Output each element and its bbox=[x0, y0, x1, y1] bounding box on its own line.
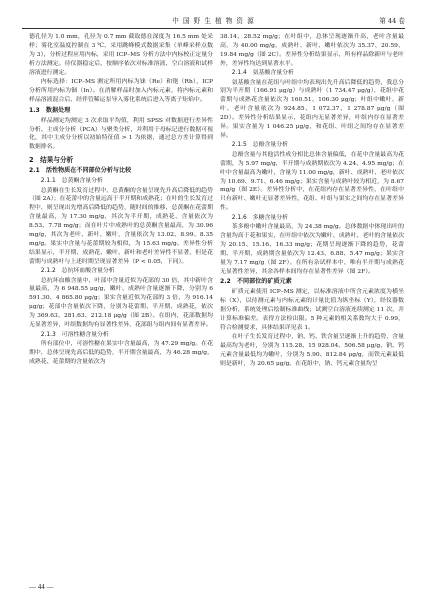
subsection-heading: 2.1.6 多糖含量分析 bbox=[231, 214, 289, 221]
section-heading: 2.1 活性物质在不同部位分析与比较 bbox=[29, 167, 132, 175]
subsection-heading: 2.1.3 可溶性糖含量分析 bbox=[40, 331, 109, 338]
section-heading: 1.3 数据处理 bbox=[29, 106, 71, 114]
left-column bbox=[29, 33, 213, 367]
paragraph: 氨基酸含量在花组与叶组中均表现出先升高后降低的趋势，我总分别为半开期（166.91 μg/g）与成熟叶（1 734.47 μg/g），花组中花蕾期与成熟花含量依次为 160.51、106.30 μg/g；叶组中嫩叶、新叶、老叶含量依次为 924.85、1 072.37、1 278.87 μg/g（图 2D）。差异性分析结果显示，花组内无显著差异，叶组内存在显著差异。果实含量为 1 046.25 μg/g，和花组、叶组之间均存在显著差异。 bbox=[220, 79, 404, 139]
page-number: — 44 — bbox=[29, 583, 54, 591]
paragraph: 茶多酚中嫩叶含量最高，为 24.38 mg/g。总体数据中体现出叶的含量均高于花和果实，在叶组中依次为嫩叶、成熟叶、老叶的含量依次为 20.15、15.16、16.33 mg/g；花期呈现逐渐下降的趋势，花蕾期、半开期、成熟期含量依次为 12.43、6.88、5.47 mg/g；果实含量为 7.17 mg/g（图 2F）。在所有杂试样本中，唯有半开期与成熟花无显著性差异，其余各样本间均存在显著性差异（图 2F）。 bbox=[220, 224, 404, 275]
section-heading: 2.2 不同部位的矿质元素 bbox=[220, 278, 292, 286]
paragraph: 所有部位中，可溶性糖在果实中含量最高，为 47.29 mg/g。在花期中，总体呈现先高后低的趋势，半开期含量最高，为 46.28 mg/g，成熟花、花蕾期的含量依次为 bbox=[29, 340, 213, 365]
paragraph: 总酚含量与其他活性成分相比总体含量偏低，在花中含量最高为花蕾期，为 5.97 mg/g，半开期与成熟期依次为 4.24、4.95 mg/g；在叶中含量最高为嫩叶，含量为 11.00 mg/g，新叶、成熟叶、老叶依次为 10.69、9.71、6.46 mg/g；果实含量与成熟叶较为相近，为 8.67 mg/g（图 2E）。差异性分析中，在花组内存在显著差异性，在叶组中只有新叶、嫩叶无显著差异性，花组、叶组与果实之间均存在显著差异性。 bbox=[220, 151, 404, 212]
paragraph: 总抗坏血酸含量中，叶部中含量近似为花部的 30 倍，其中新叶含量最高，为 6 948.55 μg/g，嫩叶、成熟叶含量逐渐下降，分别为 6 591.30、4 865.80 μg/g；果实含量近似为花部的 3 倍，为 916.14 μg/g；花部中含量依次下降，分别为花蕾期、半开期、成熟花，依次为 369.63、281.63、212.18 μg/g（图 2B）。在组内，花部数据均无显著差异，叶组数据均有显著性差异，花部组与组内间有显著差异。 bbox=[29, 277, 213, 329]
paragraph: 38.14、28.52 mg/g；在叶组中，总体呈现逐渐升高，老叶含量最高，为 40.00 mg/g，成熟叶、新叶、嫩叶依次为 35.37、20.59、19.84 mg/g（图 2C）。差异性分析结果显示，所有样品除新叶与老叶外，差异性均达到显著水平。 bbox=[220, 34, 404, 67]
paragraph: 德孔径为 1.0 mm，孔径为 0.7 mm 截取德在深度为 16.5 mm 处采样；雾化室温度控制在 3 ℃，采用跳峰模式数据采集（单峰采样点数为 3），分析过程应用内标，采用 ICP–MS 分析方法中内标校正定量分析方法测定。待仪器稳定后，按顺序依次对标准溶液、空白溶液和试样溶液进行测定。 bbox=[29, 34, 213, 76]
section-heading: 2 结果与分析 bbox=[29, 156, 74, 165]
journal-title: 中 国 野 生 植 物 资 源 bbox=[172, 17, 255, 25]
subsection-heading: 2.1.2 总抗坏血酸含量分析 bbox=[40, 268, 115, 275]
subsection-heading: 2.1.5 总酚含量分析 bbox=[231, 142, 289, 149]
volume-label: 第 44 卷 bbox=[379, 17, 405, 25]
subsection-heading: 2.1.4 氨基酸含量分析 bbox=[231, 70, 294, 77]
subsection-heading: 2.1.1 总黄酮含量分析 bbox=[40, 178, 103, 185]
running-header bbox=[22, 16, 405, 29]
paragraph: 内标选择：ICP–MS 测定所用内标为铼（Re）和铑（Rh），ICP 分析所用内标为铟（In）。在消解样品时加入内标元素，将内标元素和样品溶液混合后，经伴管稀运泵导入雾化系统后进入等离子矩焰中。 bbox=[29, 79, 213, 103]
paragraph: 样品测定均测定 3 次求取平均值，利用 SPSS 对数据进行差异性分析、主成分分析（PCA）与聚类分析，并利用于母标记进行数据可视化，其中主成分分析以初始特征值 > 1 为依据，通过总方差计算得到数据排名。 bbox=[29, 117, 213, 151]
right-column bbox=[220, 33, 404, 370]
paragraph: 总黄酮在生长发育过程中，总黄酮的含量呈现先升高后降低的趋势（图 2A）；在花蕾中的含量远高于半开期和成熟花；在叶的生长发育过程中，则呈现出先增高后降低的趋势，随时间的推移，总黄酮在花蕾期含量最高，为 17.30 mg/g，其次为半开期，成熟花、含量依次为 8.53、7.78 mg/g；而在叶片中成熟叶的总黄酮含量最高，为 30.96 mg/g，其次为老叶、新叶、嫩叶，含量依次为 13.02、8.99、8.35 mg/g。果实中含量与花蕾期较为相似，为 15.63 mg/g。差异性分析结果显示，半开期、成熟花、嫩叶、新叶和老叶差异性不显著，但是花蕾期与成熟叶与上述时期呈现显著差异（P < 0.05，下同）。 bbox=[29, 187, 213, 265]
paragraph: 在叶子生长发育过程中，钠、钙、铁含量呈逐渐上升的趋势，含量最高均为老叶，分别为 115.28、15 928.04、506.58 μg/g，钠、钙元素含量最低均为嫩叶，分别为 5.90、812.84 μg/g，而铁元素最低则是新叶，为 20.65 μg/g。在花组中，钠、钙元素含量均呈 bbox=[220, 334, 404, 368]
paragraph: 矿质元素使用 ICP–MS 测定，以标准溶液中所含元素浓度为横坐标（X），以待测元素与内标元素的计量比值为纵坐标（Y），经仪器数据分析，系统处理后绘制标准曲线；试测空白溶液连续测定 11 次，并计算标准偏差。表得方法检出限。5 种元素的相关系数均大于 0.99，符合检测要求，具体结果详见表 1。 bbox=[220, 289, 404, 331]
